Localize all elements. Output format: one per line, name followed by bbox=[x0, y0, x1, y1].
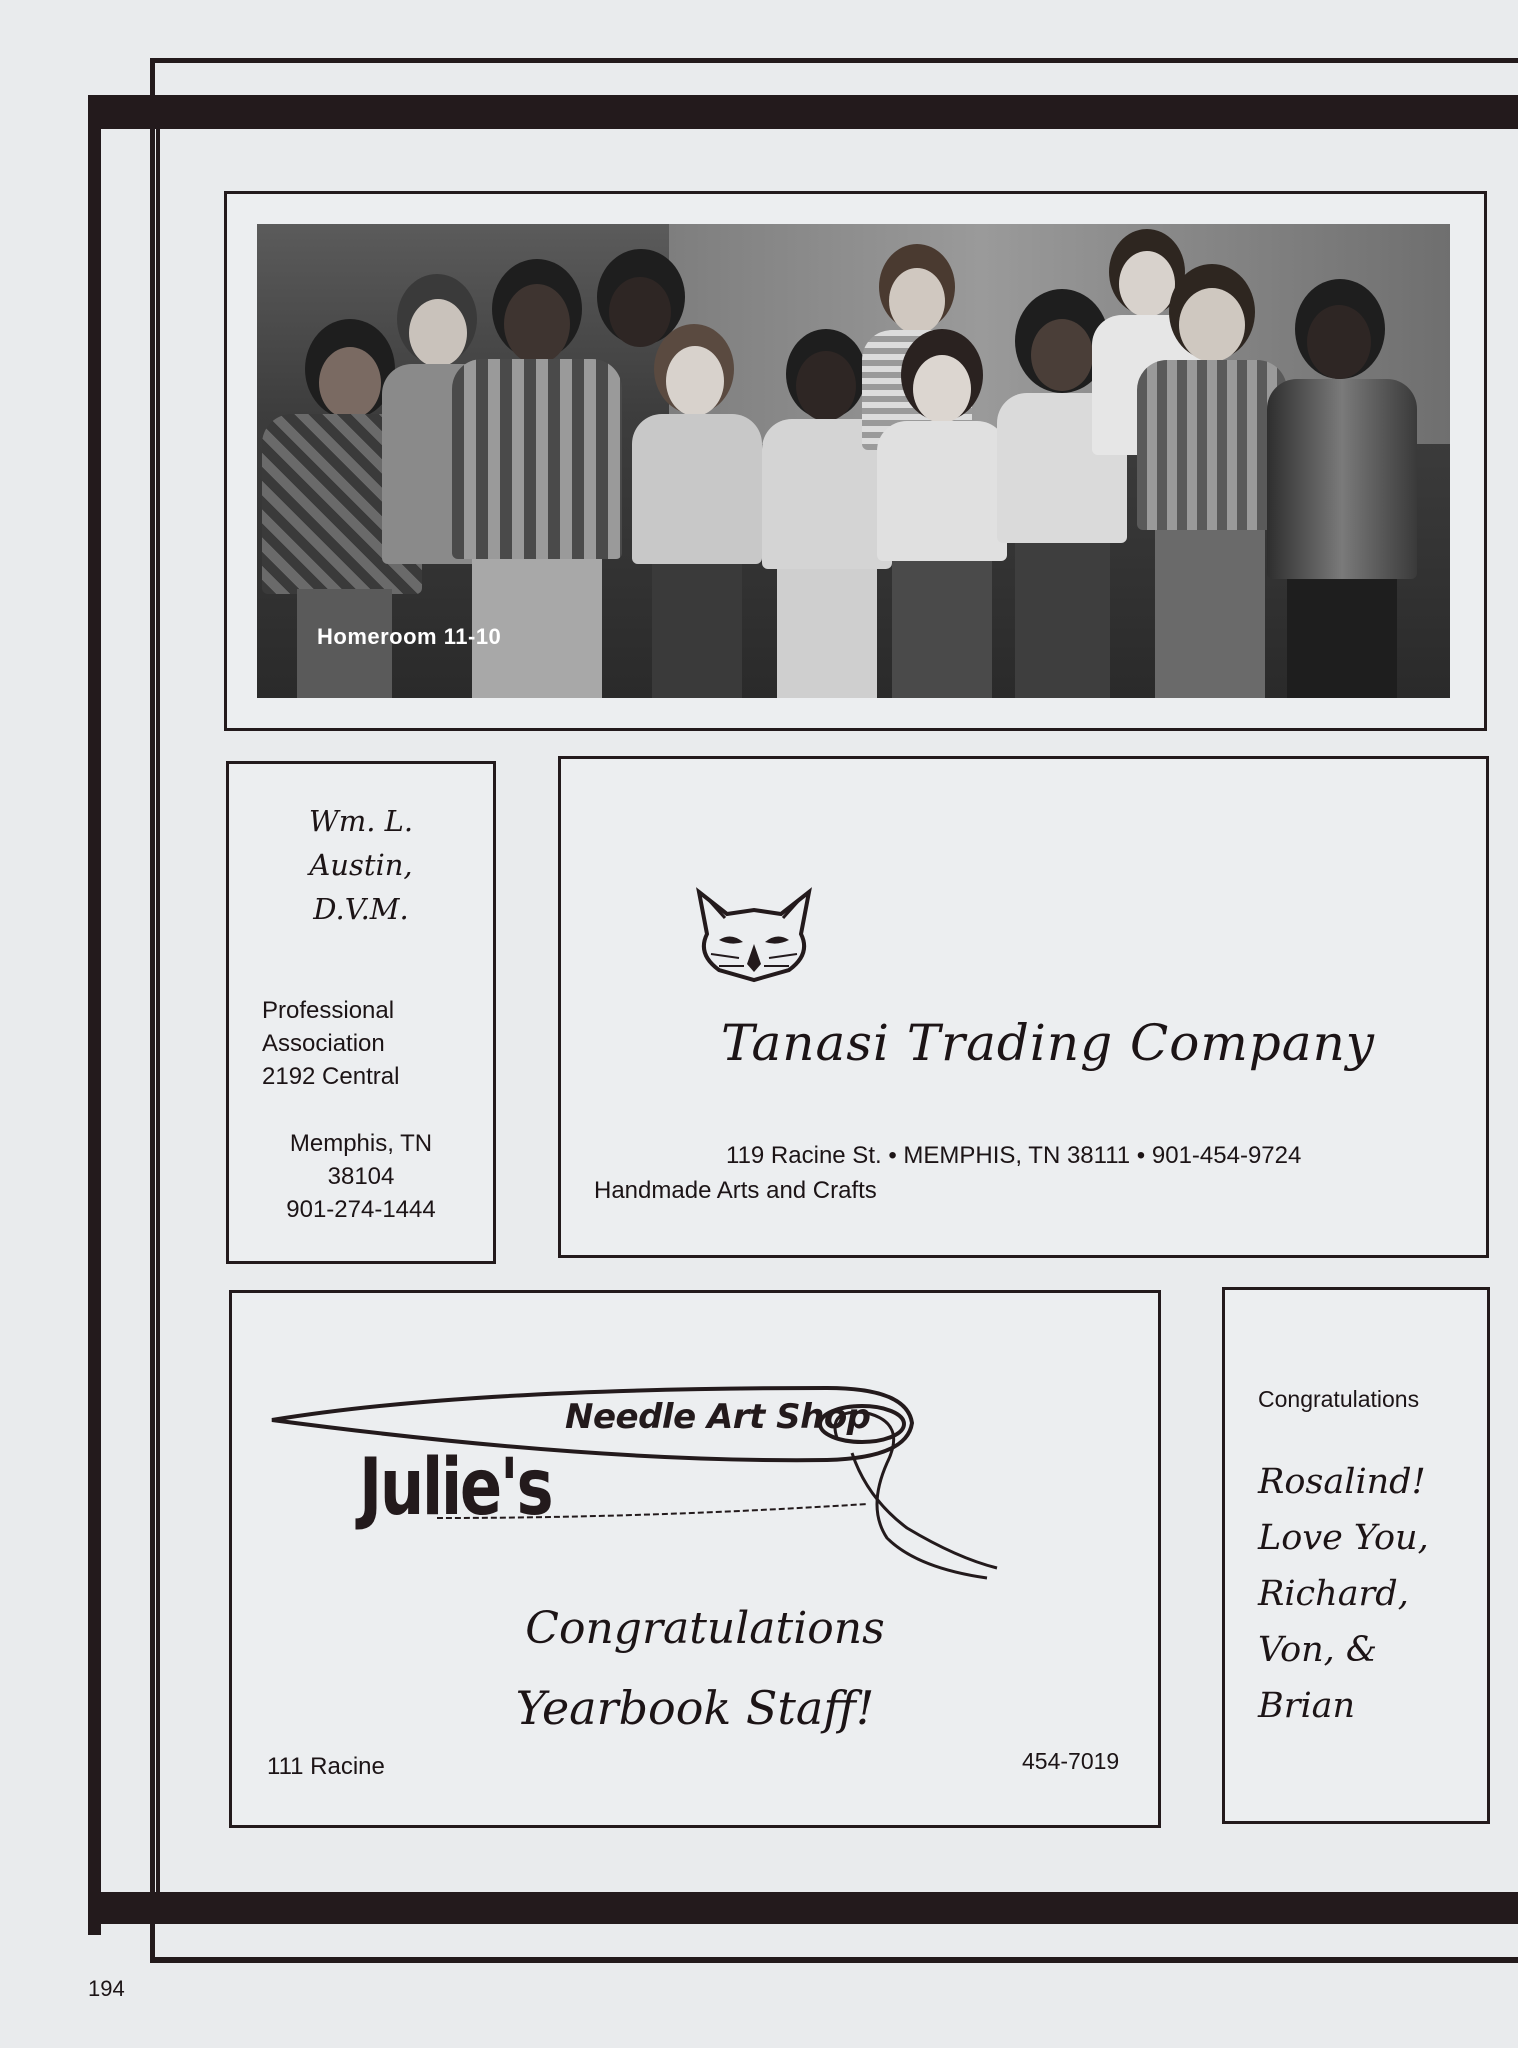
ad-tanasi-box bbox=[558, 756, 1489, 1258]
ad-julies-phone: 454-7019 bbox=[1022, 1748, 1120, 1774]
frame-band-left bbox=[88, 95, 101, 1935]
ad-rosalind-box bbox=[1222, 1287, 1490, 1824]
ad-rosalind-heading: Congratulations bbox=[1258, 1386, 1420, 1412]
fox-face-icon bbox=[689, 884, 819, 984]
student-figure bbox=[877, 329, 1007, 698]
ad-austin-zip: 38104 bbox=[327, 1163, 395, 1190]
ad-rosalind-line4: Von, & bbox=[1258, 1630, 1378, 1670]
ad-tanasi-address: 119 Racine St. • MEMPHIS, TN 38111 • 901-454-9724 bbox=[726, 1142, 1302, 1169]
ad-julies-address: 111 Racine bbox=[267, 1753, 385, 1780]
ad-rosalind-line2: Love You, bbox=[1258, 1518, 1429, 1558]
ad-austin-line3: 2192 Central bbox=[262, 1063, 400, 1090]
student-figure bbox=[1267, 279, 1417, 698]
student-figure bbox=[1137, 264, 1287, 698]
ad-austin-name-line3: D.V.M. bbox=[313, 892, 409, 926]
frame-band-bottom bbox=[88, 1892, 1518, 1924]
ad-austin-city: Memphis, TN bbox=[289, 1130, 433, 1157]
page-number: 194 bbox=[88, 1976, 125, 2001]
ad-julies-logo-sub: Needle Art Shop bbox=[565, 1397, 871, 1437]
ad-austin-box bbox=[226, 761, 496, 1264]
ad-julies-congrats-line1: Congratulations bbox=[525, 1603, 885, 1654]
ad-julies-box bbox=[229, 1290, 1161, 1828]
homeroom-photo-box bbox=[224, 191, 1487, 731]
frame-inner-line bbox=[156, 129, 160, 1892]
ad-austin-name-line1: Wm. L. bbox=[308, 804, 414, 838]
frame-band-top bbox=[88, 95, 1518, 129]
ad-julies-logo-word: Julie's bbox=[359, 1443, 552, 1533]
ad-rosalind-line1: Rosalind! bbox=[1258, 1462, 1426, 1502]
ad-austin-line2: Association bbox=[262, 1030, 385, 1057]
homeroom-photo bbox=[257, 224, 1450, 698]
ad-austin-name-line2: Austin, bbox=[309, 848, 413, 882]
ad-tanasi-tagline: Handmade Arts and Crafts bbox=[594, 1177, 877, 1204]
ad-julies-congrats-line2: Yearbook Staff! bbox=[515, 1681, 875, 1735]
student-figure bbox=[632, 324, 762, 698]
ad-rosalind-line5: Brian bbox=[1258, 1686, 1356, 1726]
ad-austin-phone: 901-274-1444 bbox=[286, 1196, 436, 1223]
ad-austin-line1: Professional bbox=[262, 997, 395, 1024]
photo-caption: Homeroom 11-10 bbox=[317, 624, 502, 649]
ad-rosalind-line3: Richard, bbox=[1258, 1574, 1409, 1614]
ad-tanasi-name: Tanasi Trading Company bbox=[721, 1014, 1376, 1072]
